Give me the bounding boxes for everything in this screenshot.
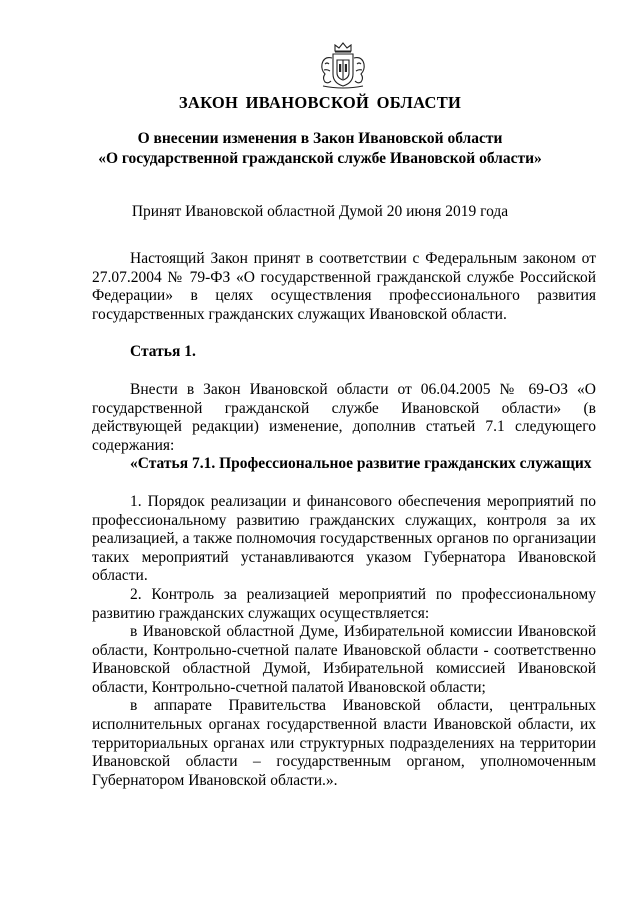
article-7-1-paragraph-2: 2. Контроль за реализацией мероприятий по профессиональному развитию гражданских служащих осуществляется: bbox=[92, 585, 596, 622]
law-subtitle-line1: О внесении изменения в Закон Ивановской области bbox=[137, 130, 503, 147]
article-7-1-paragraph-1: 1. Порядок реализации и финансового обеспечения мероприятий по профессиональному развитию гражданских служащих, контроля за их реализацией, а также полномочия государственных органов по организации таких мероприятий устанавливаются указом Губернатора Ивановской области. bbox=[92, 492, 596, 585]
law-title: ЗАКОН ИВАНОВСКОЙ ОБЛАСТИ bbox=[178, 93, 462, 112]
article-7-1-heading: «Статья 7.1. Профессиональное развитие гражданских служащих bbox=[130, 455, 592, 473]
article-7-1-paragraph-4: в аппарате Правительства Ивановской области, центральных исполнительных органах государственной власти Ивановской области, их территориальных органах или структурных подразделениях на территории Ивановской области – государственным органом, уполномоченным Губернатором Ивановской области.». bbox=[92, 697, 596, 789]
law-body bbox=[92, 250, 596, 790]
preamble-paragraph: Настоящий Закон принят в соответствии с Федеральным законом от 27.07.2004 № 79-ФЗ «О государственной гражданской службе Российской Федерации» в целях осуществления профессионального развития государственных гражданских служащих Ивановской области. bbox=[92, 250, 596, 323]
article-7-1-paragraph-3: в Ивановской областной Думе, Избирательной комиссии Ивановской области, Контрольно-счетной палате Ивановской области - соответственно Ивановской областной Думой, Избирательной комиссией Ивановской области, Контрольно-счетной палатой Ивановской области; bbox=[92, 623, 596, 696]
law-subtitle-line2: «О государственной гражданской службе Ивановской области» bbox=[98, 150, 542, 167]
adoption-line: Принят Ивановской областной Думой 20 июня 2019 года bbox=[131, 203, 509, 220]
coat-of-arms-icon bbox=[313, 40, 373, 90]
article-1-heading: Статья 1. bbox=[130, 343, 196, 361]
article-1-text: Внести в Закон Ивановской области от 06.04.2005 № 69-ОЗ «О государственной гражданской службе Ивановской области» (в действующей редакции) изменение, дополнив статьей 7.1 следующего содержания: bbox=[92, 380, 596, 454]
